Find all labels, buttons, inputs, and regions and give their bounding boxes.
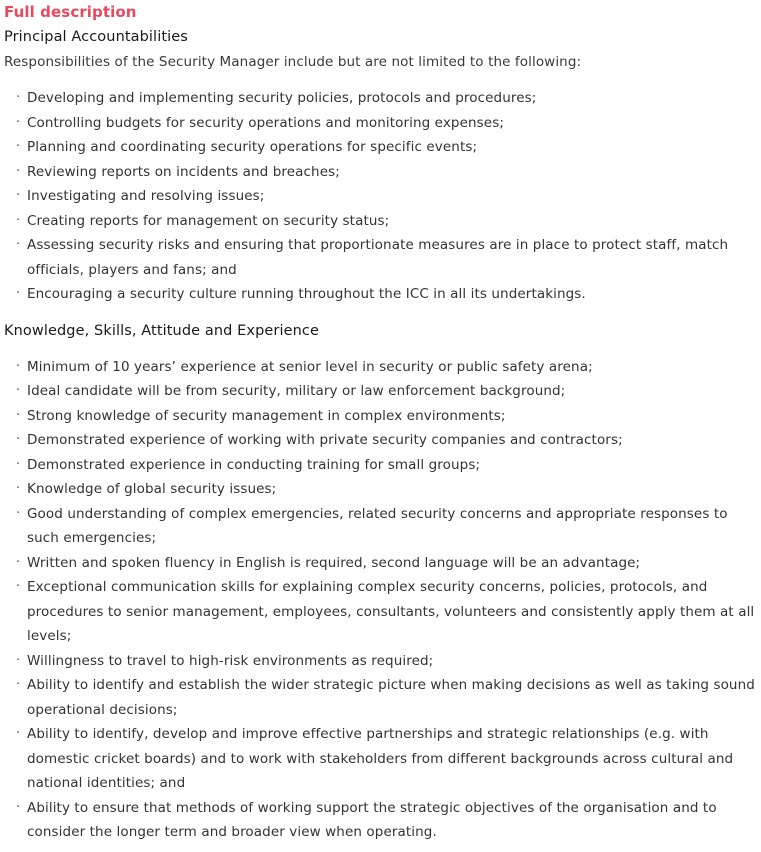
list-item-text: Ability to identify and establish the wider strategic picture when making decisions as well as taking sound operational decisions; [27, 677, 755, 718]
bullet-icon: · [16, 90, 21, 105]
section-title: Full description [4, 3, 137, 21]
list-item-text: Controlling budgets for security operations and monitoring expenses; [27, 114, 504, 131]
knowledge-section [4, 321, 757, 845]
list-item-text: Creating reports for management on security status; [27, 212, 390, 229]
list-item [16, 649, 757, 674]
list-item-text: Investigating and resolving issues; [27, 188, 265, 204]
list-item-text: Reviewing reports on incidents and breaches; [27, 163, 340, 180]
list-item-text: Ideal candidate will be from security, military or law enforcement background; [27, 383, 566, 399]
bullet-icon: · [16, 237, 21, 252]
principal-accountabilities-section [4, 27, 757, 307]
bullet-icon: · [16, 579, 21, 594]
bullet-icon: · [16, 432, 21, 447]
principal-list [4, 86, 757, 307]
list-item [16, 111, 757, 136]
list-item [16, 502, 757, 551]
list-item-text: Ability to identify, develop and improve effective partnerships and strategic relationships (e.g. with domestic cricket boards) and to work with stakeholders from different backgrounds across cultural and national identities; and [27, 726, 734, 791]
bullet-icon: · [16, 726, 21, 741]
list-item-text: Demonstrated experience of working with private security companies and contractors; [27, 432, 623, 448]
list-item [16, 160, 757, 185]
list-item [16, 551, 757, 576]
bullet-icon: · [16, 554, 21, 570]
bullet-icon: · [16, 505, 21, 521]
list-item-text: Assessing security risks and ensuring that proportionate measures are in place to protect staff, match officials, players and fans; and [27, 237, 729, 278]
list-item [16, 282, 757, 307]
list-item [16, 722, 757, 796]
list-item [16, 428, 757, 453]
list-item-text: Demonstrated experience in conducting training for small groups; [27, 456, 481, 473]
bullet-icon: · [16, 799, 21, 815]
list-item-text: Developing and implementing security policies, protocols and procedures; [27, 90, 537, 106]
knowledge-heading: Knowledge, Skills, Attitude and Experience [4, 322, 320, 339]
bullet-icon: · [16, 383, 21, 398]
list-item-text: Ability to ensure that methods of working support the strategic objectives of the organisation and to consider the longer term and broader view when operating. [27, 799, 717, 840]
list-item [16, 453, 757, 478]
list-item-text: Willingness to travel to high-risk environments as required; [27, 652, 434, 669]
list-item [16, 404, 757, 429]
bullet-icon: · [16, 358, 21, 374]
list-item-text: Planning and coordinating security operations for specific events; [27, 139, 478, 155]
list-item-text: Exceptional communication skills for explaining complex security concerns, policies, protocols, and procedures to senior management, employees, consultants, volunteers and consistently apply them at all levels; [27, 579, 755, 644]
principal-accountabilities-heading: Principal Accountabilities [4, 29, 188, 45]
list-item [16, 233, 757, 282]
list-item-text: Encouraging a security culture running throughout the ICC in all its undertakings. [27, 286, 586, 302]
list-item-text: Strong knowledge of security management in complex environments; [27, 407, 506, 424]
knowledge-list [4, 355, 757, 845]
bullet-icon: · [16, 677, 21, 692]
bullet-icon: · [16, 286, 21, 301]
list-item-text: Knowledge of global security issues; [27, 481, 277, 497]
bullet-icon: · [16, 407, 21, 423]
list-item [16, 575, 757, 649]
list-item [16, 209, 757, 234]
principal-intro: Responsibilities of the Security Manager include but are not limited to the following: [4, 54, 582, 70]
list-item-text: Written and spoken fluency in English is required, second language will be an advantage; [27, 554, 641, 571]
bullet-icon: · [16, 456, 21, 472]
list-item [16, 477, 757, 502]
list-item [16, 796, 757, 845]
list-item-text: Minimum of 10 years’ experience at senior level in security or public safety arena; [27, 358, 593, 375]
list-item [16, 673, 757, 722]
bullet-icon: · [16, 139, 21, 154]
list-item [16, 86, 757, 111]
bullet-icon: · [16, 212, 21, 228]
list-item-text: Good understanding of complex emergencies, related security concerns and appropriate responses to such emergencies; [27, 505, 728, 546]
bullet-icon: · [16, 652, 21, 668]
bullet-icon: · [16, 481, 21, 496]
bullet-icon: · [16, 163, 21, 179]
list-item [16, 379, 757, 404]
list-item [16, 355, 757, 380]
list-item [16, 135, 757, 160]
bullet-icon: · [16, 188, 21, 203]
list-item [16, 184, 757, 209]
bullet-icon: · [16, 114, 21, 130]
